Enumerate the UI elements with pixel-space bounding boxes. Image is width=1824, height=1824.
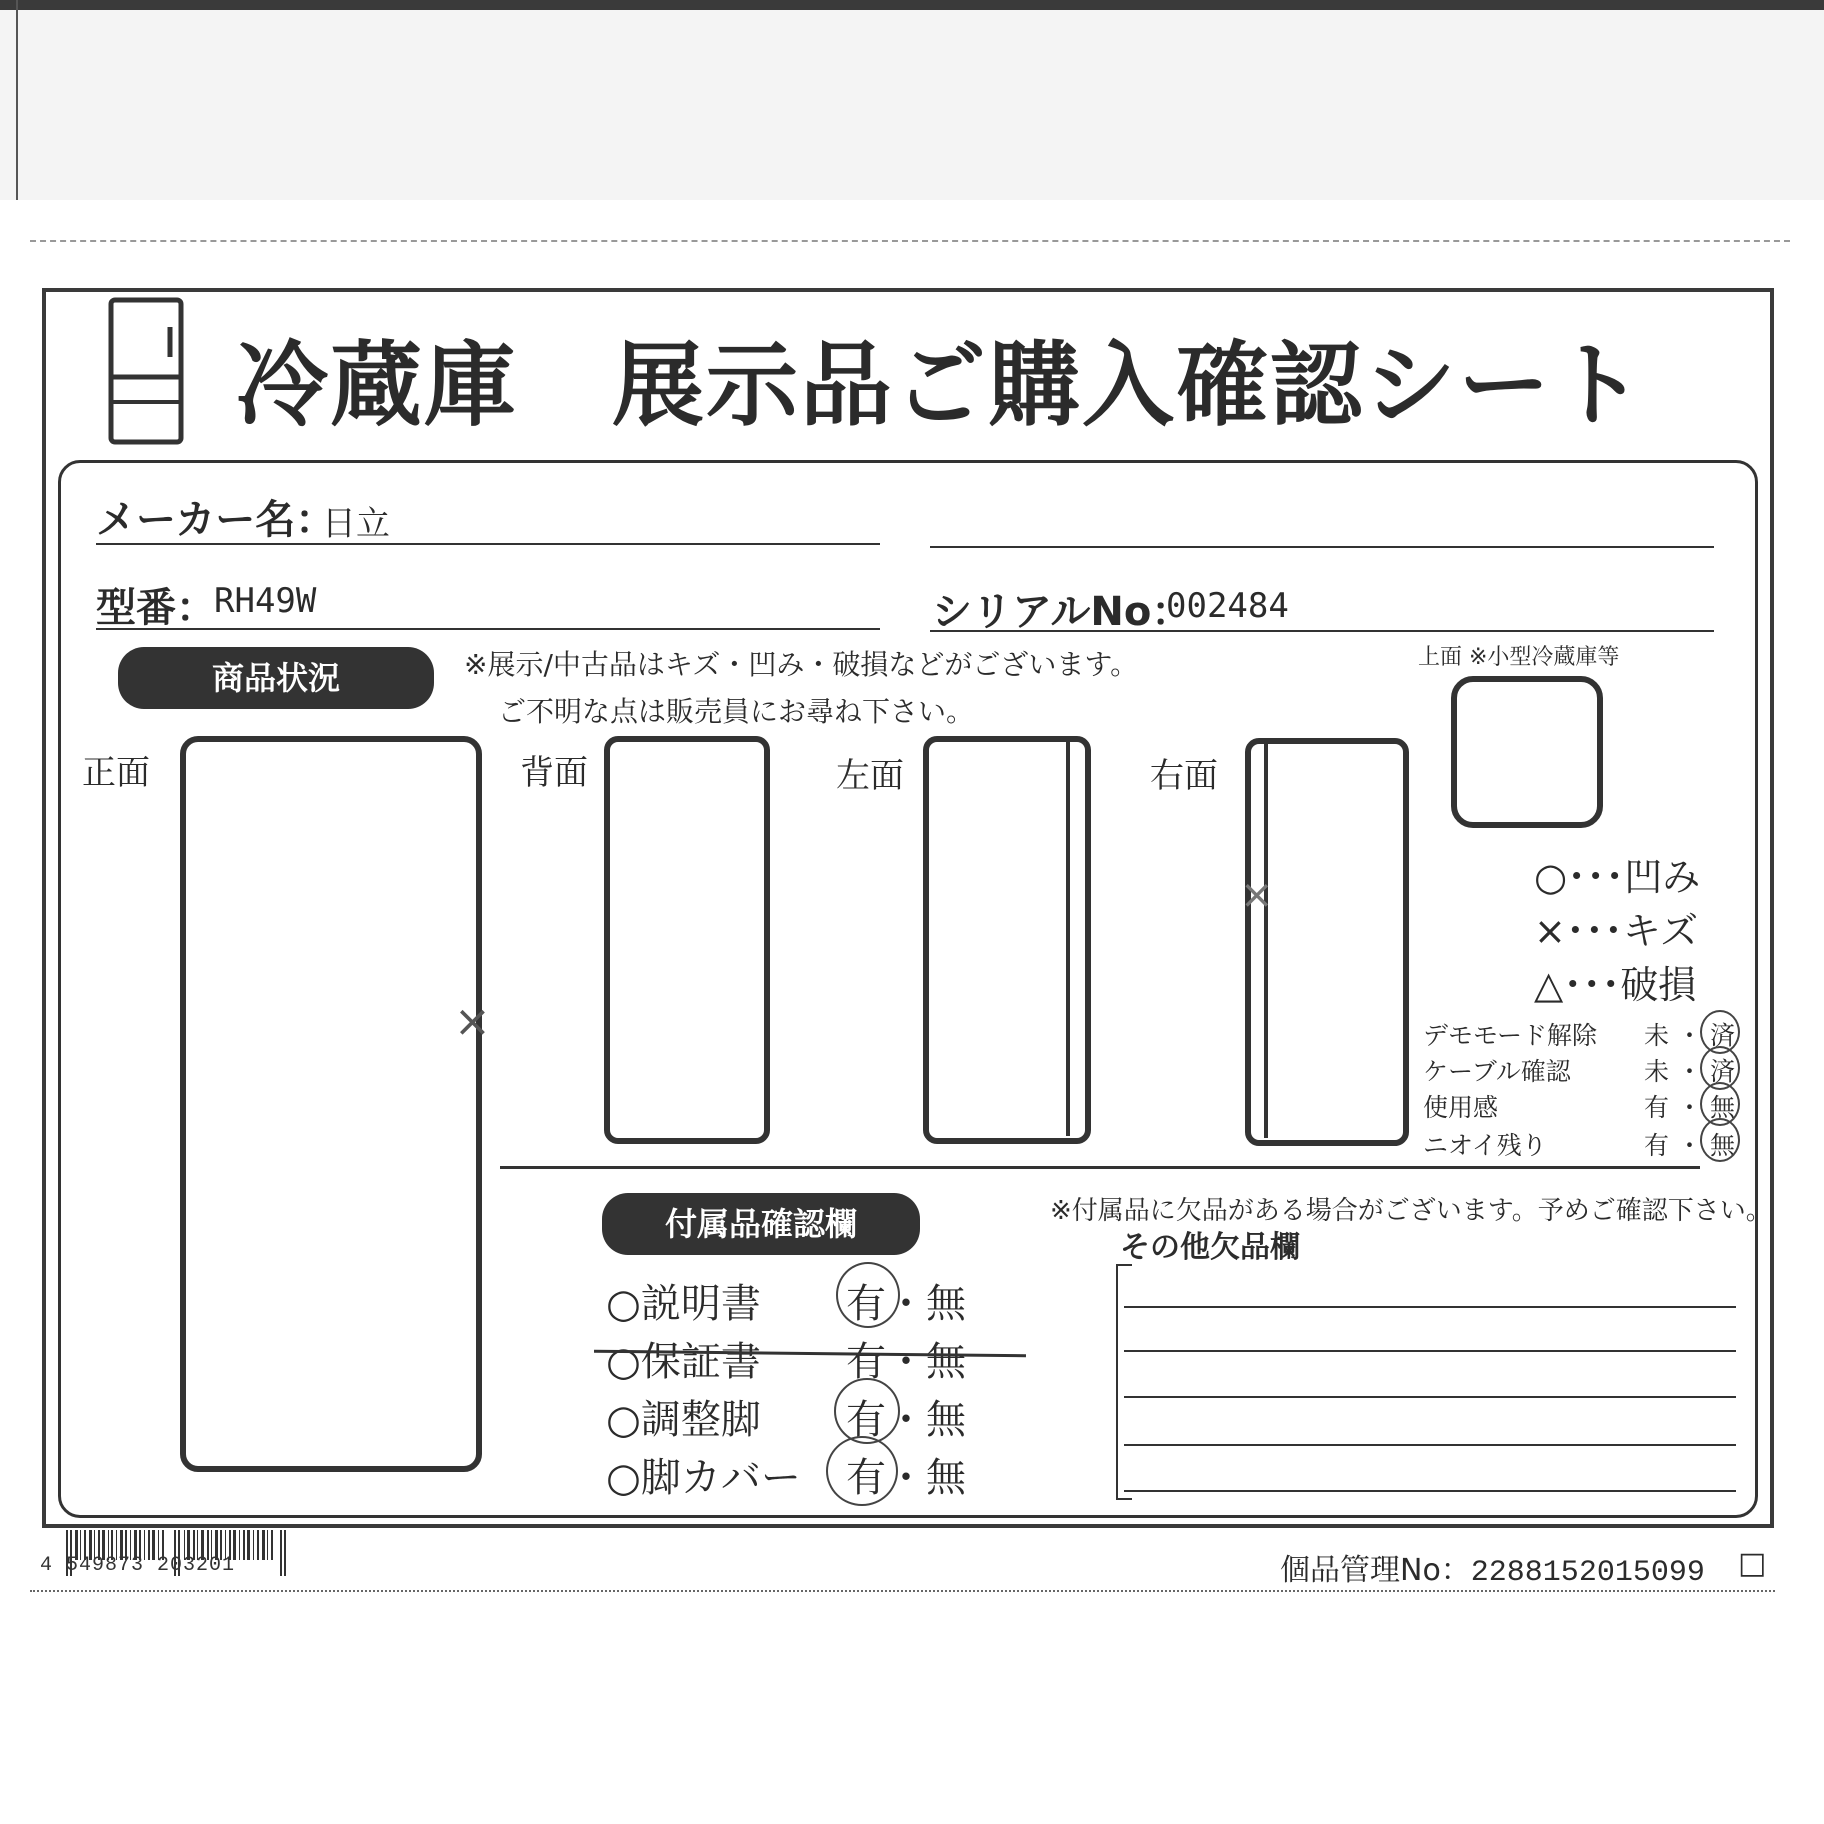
legend-meaning: キズ [1622,909,1699,953]
other-missing-line[interactable] [1124,1350,1736,1352]
back-view-box[interactable] [604,736,770,1144]
perforation-bottom [30,1590,1775,1592]
legend-meaning: 凹み [1624,855,1701,899]
other-missing-line[interactable] [1124,1306,1736,1308]
management-label: 個品管理No： [1280,1553,1471,1588]
accessory-leg-cover-label: ○脚カバー [606,1455,801,1501]
check-odor-options[interactable]: 有 ・ 無 [1644,1131,1735,1160]
top-view-box[interactable] [1451,676,1603,828]
legend-damage [1534,954,1696,1009]
left-view-door-edge [1066,742,1070,1136]
maker-value[interactable]: 日立 [322,504,390,544]
check-demo-mode-label: デモモード解除 [1423,1021,1598,1050]
refrigerator-icon [108,297,184,445]
accessory-warranty-label: ○保証書 [606,1339,761,1385]
check-odor-label: ニオイ残り [1423,1131,1547,1160]
maker-underline [96,543,880,545]
scratch-mark-front: × [454,996,491,1047]
front-view-label: 正面 [82,753,150,793]
legend-dots: ･･･ [1567,855,1625,899]
accessories-note: ※付属品に欠品がある場合がございます。予めご確認下さい。 [1050,1196,1772,1226]
scan-background [0,0,1824,200]
selection-circle [826,1436,898,1506]
other-missing-line[interactable] [1124,1490,1736,1492]
other-missing-bracket [1116,1264,1132,1500]
legend-meaning: 破損 [1620,963,1697,1007]
back-view-label: 背面 [520,753,588,793]
accessory-adjuster-options[interactable]: 有・無 [846,1397,966,1443]
check-wear-label: 使用感 [1423,1093,1499,1122]
scan-edge-left [16,0,18,200]
legend-dots: ･･･ [1563,963,1621,1007]
check-cable-label: ケーブル確認 [1423,1057,1571,1086]
condition-heading: 商品状況 [118,647,434,709]
accessories-heading: 付属品確認欄 [602,1193,920,1255]
other-missing-line[interactable] [1124,1444,1736,1446]
cross-symbol: × [1534,909,1566,953]
right-view-label: 右面 [1150,756,1218,796]
sheet-title: 冷蔵庫 展示品ご購入確認シート [236,332,1647,439]
scan-edge [0,0,1824,10]
selection-circle [836,1262,900,1328]
other-missing-line[interactable] [1124,1396,1736,1398]
blank-underline [930,546,1714,548]
accessory-manual-options[interactable]: 有・無 [846,1281,966,1327]
right-view-box[interactable] [1245,738,1409,1146]
model-underline [96,628,880,630]
damage-note: ※展示/中古品はキズ・凹み・破損などがございます。 [464,648,1139,681]
other-missing-heading: その他欠品欄 [1120,1230,1300,1265]
check-wear-options[interactable]: 有 ・ 無 [1644,1093,1735,1122]
scratch-mark-right: × [1240,872,1274,918]
legend-dots: ･･･ [1565,909,1623,953]
right-view-door-edge [1264,744,1268,1138]
selection-circle [834,1378,900,1444]
section-divider [500,1166,1700,1169]
serial-underline [930,630,1714,632]
left-view-label: 左面 [836,756,904,796]
legend-dent [1534,846,1700,901]
check-demo-mode-options[interactable]: 未 ・ 済 [1644,1021,1735,1050]
accessory-manual-label: ○説明書 [606,1281,761,1327]
legend-scratch [1534,900,1698,955]
maker-label: メーカー名： [96,497,336,543]
accessory-leg-cover-options[interactable]: 有・無 [846,1455,966,1501]
front-view-box[interactable] [180,736,482,1472]
check-cable-options[interactable]: 未 ・ 済 [1644,1057,1735,1086]
serial-label: シリアルNo： [932,589,1192,635]
management-value: 2288152015099 [1470,1556,1705,1590]
serial-value[interactable]: 002484 [1166,586,1289,626]
perforation-top [30,240,1790,242]
selection-circle [1700,1118,1740,1162]
accessory-warranty-options[interactable]: 有・無 [846,1339,966,1385]
top-view-label: 上面 ※小型冷蔵庫等 [1418,645,1620,670]
accessory-adjuster-label: ○調整脚 [606,1397,761,1443]
triangle-symbol: △ [1534,963,1564,1007]
model-label: 型番： [96,585,216,631]
model-value[interactable]: RH49W [214,581,317,621]
management-checkbox[interactable]: □ [1738,1546,1767,1581]
barcode-number: 4 549873 203201 [40,1554,236,1577]
management-number [1280,1545,1705,1590]
circle-symbol: ○ [1534,855,1568,899]
ask-staff-note: ご不明な点は販売員にお尋ね下さい。 [498,695,975,728]
